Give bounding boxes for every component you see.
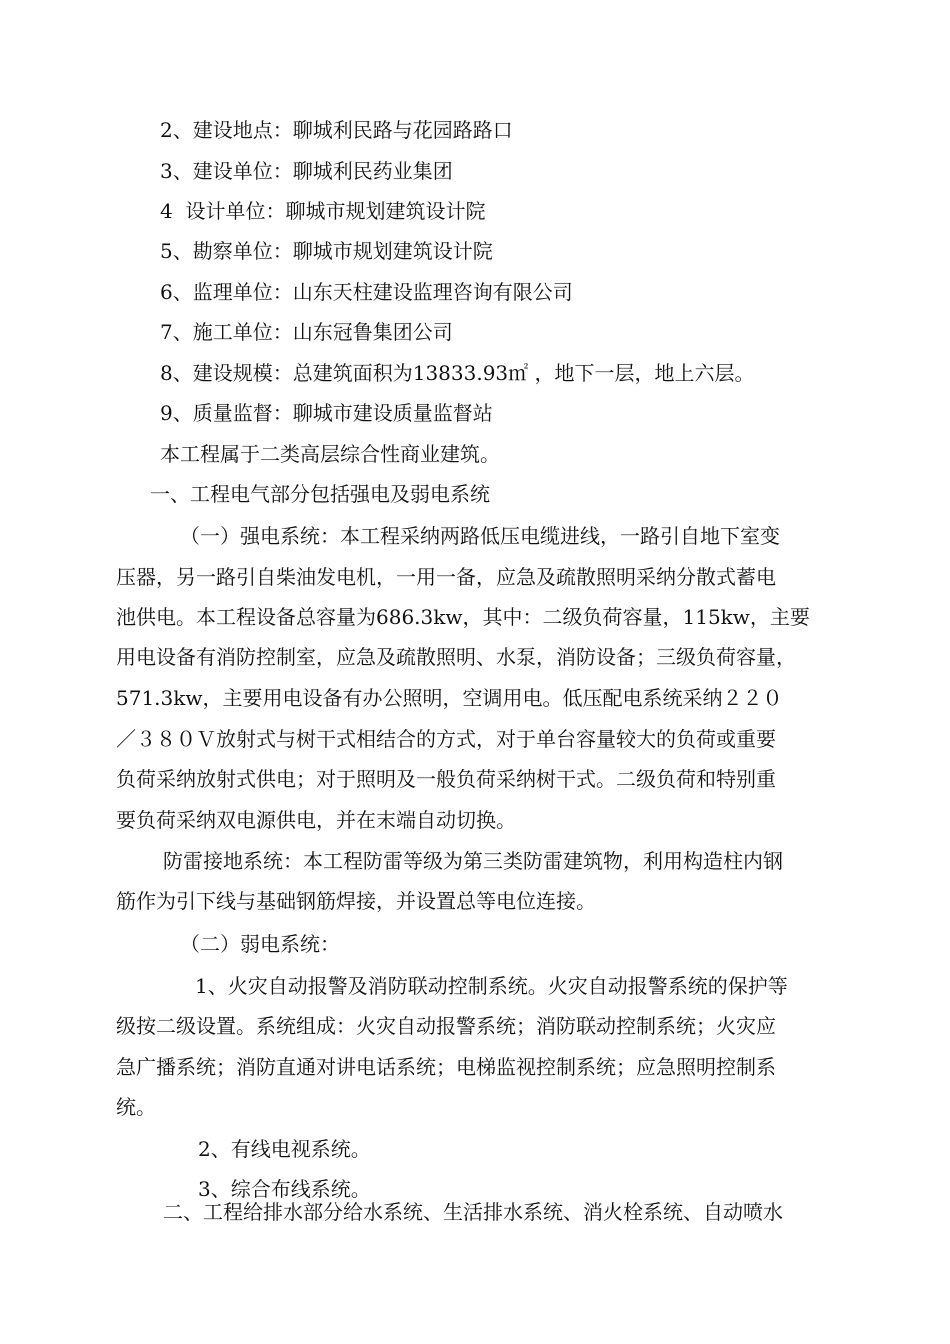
fire-alarm-line: 统。 (116, 1095, 156, 1119)
weak-power-heading: （二）弱电系统： (180, 932, 340, 956)
lightning-line: 防雷接地系统：本工程防雷等级为第三类防雷建筑物，利用构造柱内钢 (163, 849, 783, 873)
strong-power-line: 压器，另一路引自柴油发电机，一用一备，应急及疏散照明采纳分散式蓄电 (116, 565, 776, 589)
item-designer: 4 设计单位：聊城市规划建筑设计院 (160, 199, 486, 223)
section-plumbing-heading: 二、工程给排水部分给水系统、生活排水系统、消火栓系统、自动喷水 (163, 1200, 783, 1224)
strong-power-line: （一）强电系统：本工程采纳两路低压电缆进线，一路引自地下室变 (180, 524, 780, 548)
section-electrical-heading: 一、工程电气部分包括强电及弱电系统 (150, 482, 490, 506)
item-contractor: 7、施工单位：山东冠鲁集团公司 (160, 320, 453, 344)
strong-power-line: ／３８０Ｖ放射式与树干式相结合的方式，对于单台容量较大的负荷或重要 (116, 727, 776, 751)
item-location: 2、建设地点：聊城利民路与花园路路口 (160, 118, 513, 142)
fire-alarm-line: 级按二级设置。系统组成：火灾自动报警系统；消防联动控制系统；火灾应 (116, 1014, 776, 1038)
fire-alarm-line: 1、火灾自动报警及消防联动控制系统。火灾自动报警系统的保护等 (195, 974, 788, 998)
strong-power-line: 571.3kw，主要用电设备有办公照明，空调用电。低压配电系统采纳２２０ (116, 686, 783, 710)
strong-power-line: 池供电。本工程设备总容量为686.3kw，其中：二级负荷容量，115kw，主要 (116, 605, 810, 629)
strong-power-line: 要负荷采纳双电源供电，并在末端自动切换。 (116, 808, 516, 832)
strong-power-line: 用电设备有消防控制室，应急及疏散照明、水泵，消防设备；三级负荷容量， (116, 645, 796, 669)
item-quality: 9、质量监督：聊城市建设质量监督站 (160, 401, 493, 425)
item-surveyor: 5、勘察单位：聊城市规划建筑设计院 (160, 239, 493, 263)
building-type-text: 本工程属于二类高层综合性商业建筑。 (160, 442, 500, 466)
item-supervisor: 6、监理单位：山东天柱建设监理咨询有限公司 (160, 280, 573, 304)
strong-power-line: 负荷采纳放射式供电；对于照明及一般负荷采纳树干式。二级负荷和特别重 (116, 767, 776, 791)
lightning-line: 筋作为引下线与基础钢筋焊接，并设置总等电位连接。 (116, 889, 596, 913)
item-scale: 8、建设规模：总建筑面积为13833.93㎡ ，地下一层，地上六层。 (160, 361, 755, 385)
cabling-item: 3、综合布线系统。 (198, 1177, 371, 1201)
fire-alarm-line: 急广播系统；消防直通对讲电话系统；电梯监视控制系统；应急照明控制系 (116, 1055, 776, 1079)
cable-tv-item: 2、有线电视系统。 (198, 1137, 371, 1161)
item-owner: 3、建设单位：聊城利民药业集团 (160, 159, 453, 183)
